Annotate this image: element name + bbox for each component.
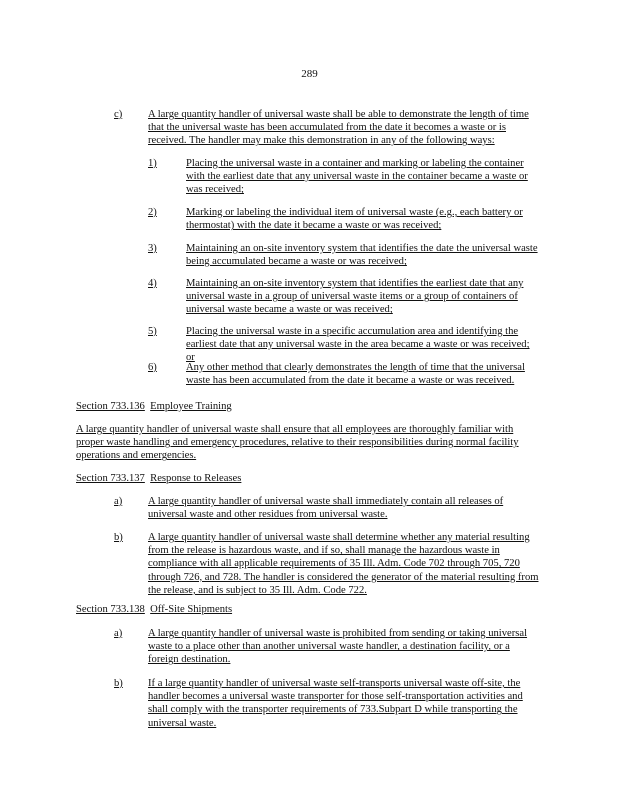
section-title: Response to Releases [150, 473, 242, 484]
section-title: Employee Training [150, 401, 232, 412]
sub-item-text-4: Maintaining an on-site inventory system that identifies the earliest date that any universal waste in a group of universal waste items or a group of containers of universal waste became a waste or was received; [186, 278, 524, 316]
sub-item-label-4: 4) [148, 278, 157, 289]
paragraph-138-a: A large quantity handler of universal waste is prohibited from sending or taking universal waste to a place other than another universal waste handler, a destination facility, or a foreign destination. [148, 628, 528, 666]
section-number: Section 733.138 [76, 604, 145, 615]
section-number: Section 733.136 [76, 401, 145, 412]
section-title: Off-Site Shipments [150, 604, 233, 615]
section-number: Section 733.137 [76, 473, 145, 484]
item-label-b: b) [114, 532, 123, 543]
sub-item-label-6: 6) [148, 362, 157, 373]
item-label-a: a) [114, 628, 123, 639]
page-number: 289 [301, 68, 318, 80]
sub-item-text-3: Maintaining an on-site inventory system that identifies the date the universal waste being accumulated became a waste or was received; [186, 243, 538, 268]
item-label-b: b) [114, 678, 123, 689]
section-body-733-136: A large quantity handler of universal waste shall ensure that all employees are thoroughly familiar with proper waste handling and emergency procedures, relative to their responsibilities during normal facility operations and emergencies. [76, 424, 519, 462]
sub-item-text-6: Any other method that clearly demonstrates the length of time that the universal waste has been accumulated from the date it became a waste or was received. [186, 362, 525, 387]
sub-item-label-2: 2) [148, 207, 157, 218]
sub-item-text-1: Placing the universal waste in a container and marking or labeling the container with the earliest date that any universal waste in the container became a waste or was received; [186, 158, 528, 196]
sub-item-text-5: Placing the universal waste in a specific accumulation area and identifying the earliest date that any universal waste in the area became a waste or was received; or [186, 326, 530, 364]
sub-item-text-2: Marking or labeling the individual item of universal waste (e.g., each battery or thermostat) with the date it became a waste or was received; [186, 207, 523, 232]
item-label-c: c) [114, 109, 123, 120]
section-heading-733-137 [76, 472, 546, 485]
paragraph-137-a: A large quantity handler of universal waste shall immediately contain all releases of universal waste and other residues from universal waste. [148, 496, 504, 521]
sub-item-label-5: 5) [148, 326, 157, 337]
paragraph-138-b: If a large quantity handler of universal waste self-transports universal waste off-site, the handler becomes a universal waste transporter for those self-transportation activities and shall comply with the transporter requirements of 733.Subpart D while transporting the universal waste. [148, 678, 523, 729]
sub-item-label-1: 1) [148, 158, 157, 169]
section-heading-733-136 [76, 400, 546, 413]
paragraph-137-b: A large quantity handler of universal waste shall determine whether any material resulting from the release is hazardous waste, and if so, shall manage the hazardous waste in compliance with all applicable requirements of 35 Ill. Adm. Code 702 through 705, 720 through 726, and 728. The handler is considered the generator of the material resulting from the release, and is subject to 35 Ill. Adm. Code 722. [148, 532, 539, 596]
section-heading-733-138 [76, 603, 546, 616]
paragraph-c: A large quantity handler of universal waste shall be able to demonstrate the length of time that the universal waste has been accumulated from the date it becomes a waste or is received. The handler may make this demonstration in any of the following ways: [148, 109, 529, 147]
sub-item-label-3: 3) [148, 243, 157, 254]
item-label-a: a) [114, 496, 123, 507]
